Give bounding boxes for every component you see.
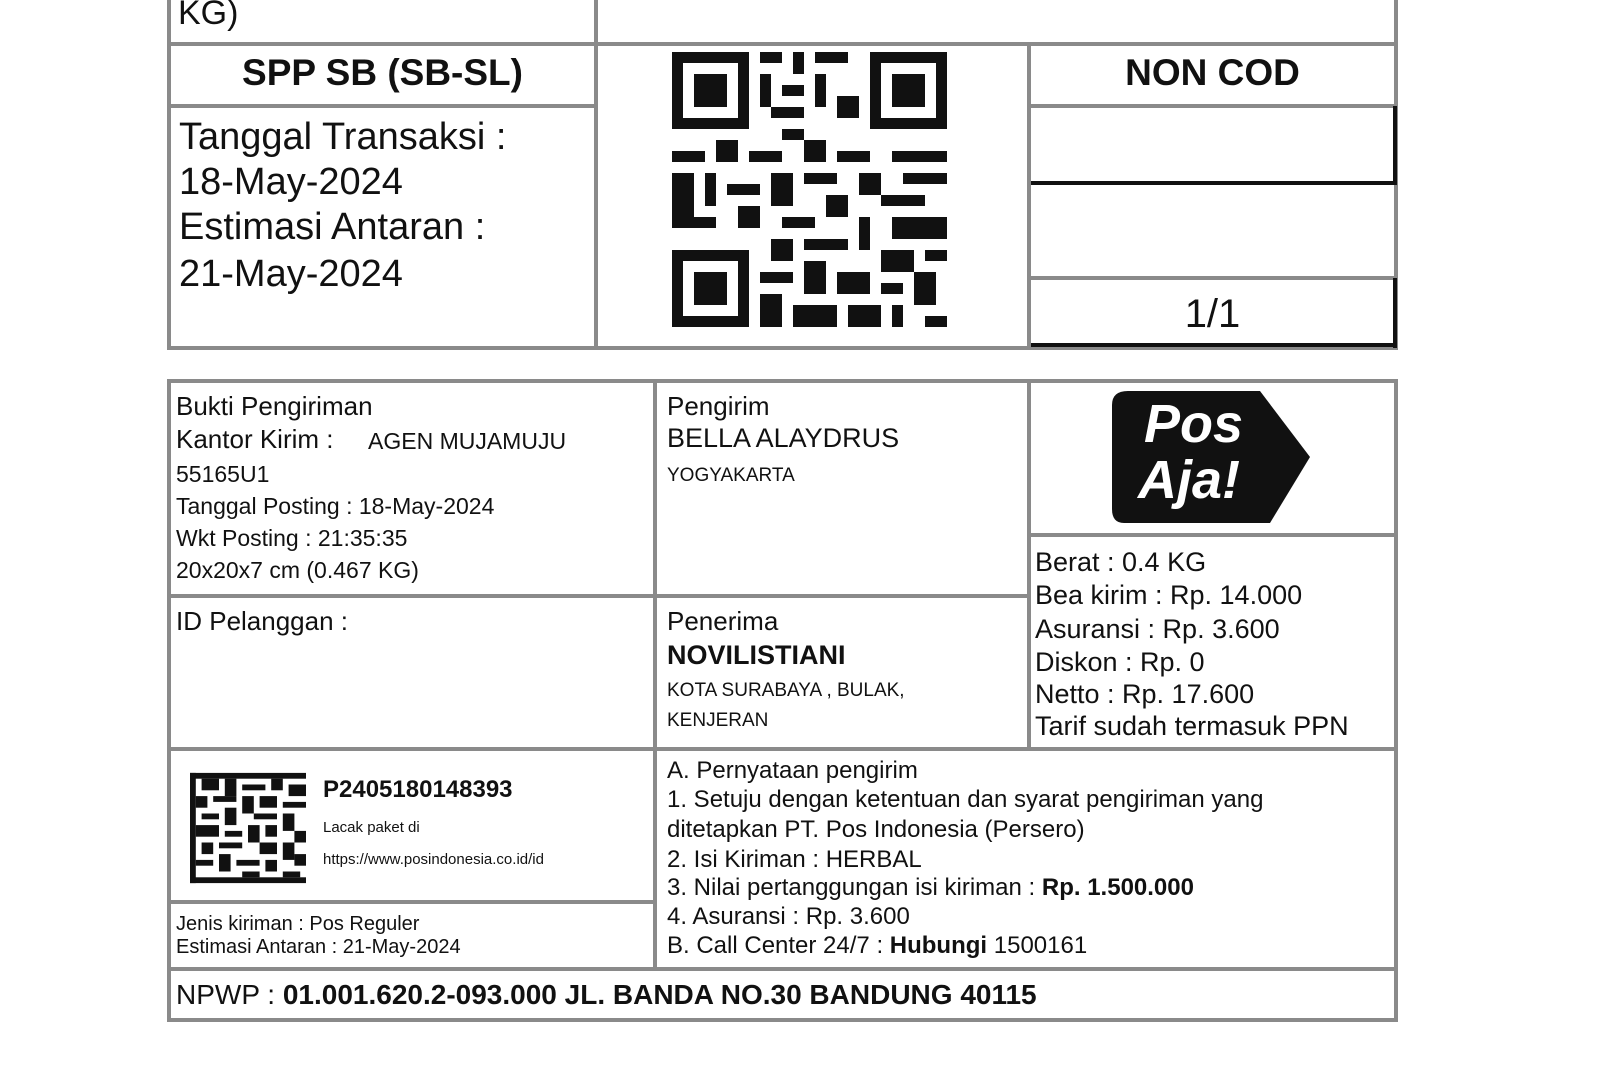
npwp-value: 01.001.620.2-093.000 JL. BANDA NO.30 BANDUNG 40115 xyxy=(282,979,1037,1010)
divider xyxy=(1031,533,1394,537)
bukti-title: Bukti Pengiriman xyxy=(176,391,373,421)
call-center xyxy=(667,932,1087,960)
divider xyxy=(171,747,1394,751)
divider xyxy=(171,967,1394,971)
id-pelanggan-label: ID Pelanggan : xyxy=(176,606,349,636)
estimasi-antaran: 21-May-2024 xyxy=(179,253,403,295)
ppn-note: Tarif sudah termasuk PPN xyxy=(1035,711,1349,741)
logo-text-pos: Pos xyxy=(1144,394,1244,454)
divider xyxy=(1031,104,1394,108)
wkt-posting: Wkt Posting : 21:35:35 xyxy=(176,525,408,551)
divider xyxy=(1031,181,1397,185)
cod-status: NON COD xyxy=(1125,52,1300,93)
page-count: 1/1 xyxy=(1184,292,1241,336)
pernyataan-a: A. Pernyataan pengirim xyxy=(667,757,918,784)
berat: Berat : 0.4 KG xyxy=(1035,547,1207,577)
jenis-kiriman: Jenis kiriman : Pos Reguler xyxy=(176,913,420,935)
diskon: Diskon : Rp. 0 xyxy=(1035,647,1205,677)
penerima-address-1: KOTA SURABAYA , BULAK, xyxy=(667,680,905,701)
bea-kirim: Bea kirim : Rp. 14.000 xyxy=(1035,580,1303,610)
netto: Netto : Rp. 17.600 xyxy=(1035,679,1255,709)
service-type: SPP SB (SB-SL) xyxy=(242,52,523,93)
estimasi-antaran-label: Estimasi Antaran : xyxy=(179,206,486,248)
pengirim-city: YOGYAKARTA xyxy=(667,465,795,486)
npwp xyxy=(176,979,1037,1011)
npwp-label: NPWP : xyxy=(176,979,276,1010)
asuransi: Asuransi : Rp. 3.600 xyxy=(1035,614,1280,644)
pernyataan-3-value: Rp. 1.500.000 xyxy=(1041,874,1194,901)
divider xyxy=(171,104,594,108)
divider xyxy=(594,0,598,346)
divider xyxy=(1393,106,1397,184)
estimasi-antaran-small: Estimasi Antaran : 21-May-2024 xyxy=(176,936,461,958)
penerima-name: NOVILISTIANI xyxy=(667,640,846,670)
call-center-label: B. Call Center 24/7 : xyxy=(667,932,884,959)
data-matrix-icon xyxy=(190,772,306,884)
pernyataan-1: 1. Setuju dengan ketentuan dan syarat pengiriman yang xyxy=(667,786,1264,813)
tanggal-transaksi-label: Tanggal Transaksi : xyxy=(179,116,507,158)
divider xyxy=(171,594,1027,598)
dimension: 20x20x7 cm (0.467 KG) xyxy=(176,557,419,583)
divider xyxy=(171,900,653,904)
divider xyxy=(1031,276,1394,280)
call-center-number: 1500161 xyxy=(993,932,1088,959)
pengirim-title: Pengirim xyxy=(667,391,770,421)
weight-tail: KG) xyxy=(178,0,239,32)
tracking-url[interactable]: https://www.posindonesia.co.id/id xyxy=(323,851,544,868)
pernyataan-1b: ditetapkan PT. Pos Indonesia (Persero) xyxy=(667,816,1085,843)
kantor-kirim-label: Kantor Kirim : xyxy=(176,424,334,454)
divider xyxy=(653,383,657,969)
kantor-kirim-value: AGEN MUJAMUJU xyxy=(368,428,567,454)
penerima-title: Penerima xyxy=(667,606,779,636)
tanggal-posting: Tanggal Posting : 18-May-2024 xyxy=(176,493,495,519)
lacak-label: Lacak paket di xyxy=(323,819,420,836)
kantor-code: 55165U1 xyxy=(176,461,270,487)
pengirim-name: BELLA ALAYDRUS xyxy=(667,423,900,453)
tracking-code: P2405180148393 xyxy=(323,776,513,803)
pernyataan-3-label: 3. Nilai pertanggungan isi kiriman : xyxy=(667,874,1036,901)
pernyataan-3 xyxy=(667,874,1194,902)
divider xyxy=(1031,343,1397,347)
penerima-address-2: KENJERAN xyxy=(667,710,769,731)
divider xyxy=(1027,383,1031,749)
logo-text-aja: Aja! xyxy=(1138,450,1241,510)
qr-code-icon xyxy=(672,52,947,327)
call-center-hubungi: Hubungi xyxy=(889,932,988,959)
pernyataan-4: 4. Asuransi : Rp. 3.600 xyxy=(667,903,910,930)
tanggal-transaksi: 18-May-2024 xyxy=(179,161,403,203)
pos-aja-logo xyxy=(1110,389,1312,525)
divider xyxy=(171,42,1394,46)
pernyataan-2: 2. Isi Kiriman : HERBAL xyxy=(667,846,922,873)
